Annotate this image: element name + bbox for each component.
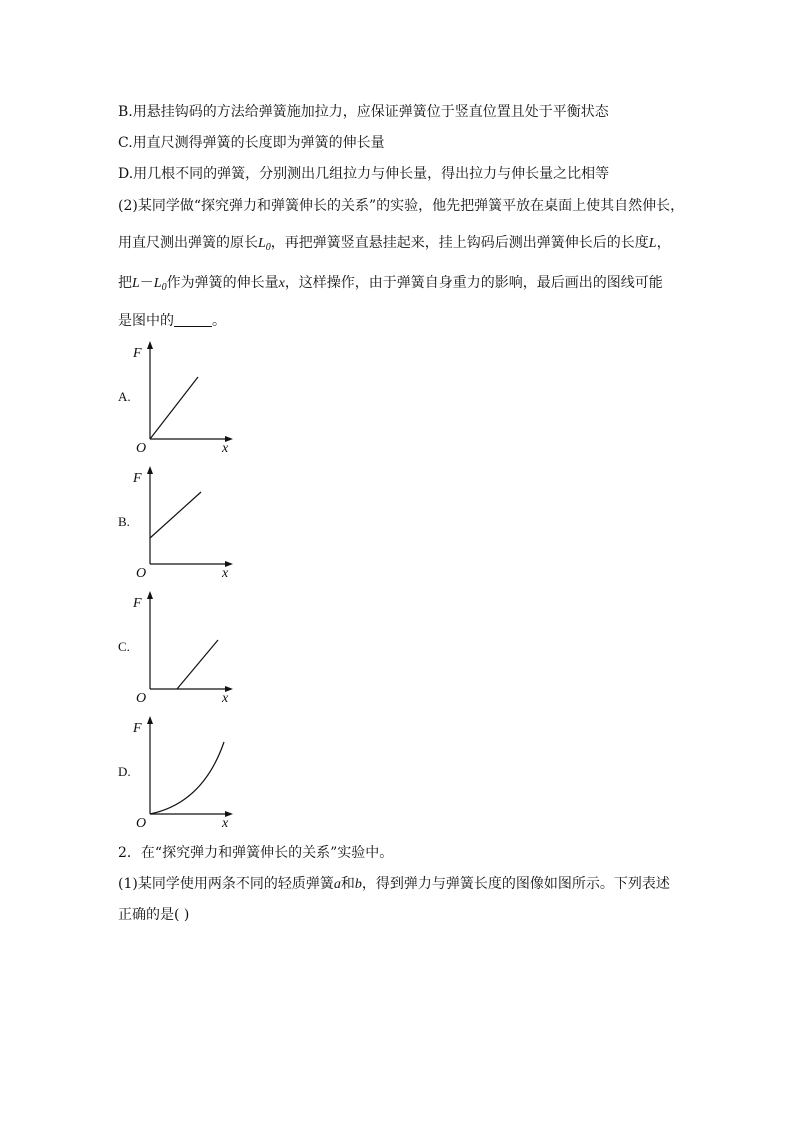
origin-label: O: [136, 691, 147, 706]
part2-line3-c: ，这样操作，由于弹簧自身重力的影响，最后画出的图线可能: [284, 275, 663, 291]
graph-b-label: B.: [118, 514, 130, 529]
y-axis-arrow-icon: [147, 716, 153, 724]
x-axis-label: x: [222, 441, 229, 456]
graph-a-curve: [150, 377, 198, 439]
part2-line4-a: 是图中的: [118, 313, 174, 329]
part2-line2-a: 用直尺测出弹簧的原长: [118, 235, 258, 251]
part2-line2-b: ，再把弹簧竖直悬挂起来，挂上钩码后测出弹簧伸长后的长度: [270, 235, 649, 251]
y-axis-label: F: [133, 596, 142, 611]
symbol-x: x: [278, 276, 285, 291]
part2-line3-a: 把: [118, 275, 132, 291]
q2-part1-b: 和: [340, 876, 355, 892]
y-axis-arrow-icon: [147, 341, 153, 349]
q2-part1-c: ，得到弹力与弹簧长度的图像如图所示。下列表述: [361, 876, 670, 892]
q2-part1-line2: 正确的是( ): [118, 907, 190, 923]
graph-c-curve: [177, 640, 218, 689]
graph-a: [128, 340, 238, 460]
symbol-a: a: [333, 877, 341, 892]
y-axis-label: F: [133, 471, 142, 486]
part2-line1: (2)某同学做“探究弹力和弹簧伸长的关系”的实验，他先把弹簧平放在桌面上使其自然伸长，: [118, 198, 685, 214]
origin-label: O: [136, 441, 147, 456]
part2-line2: [118, 233, 671, 258]
part2-line3-b: 作为弹簧的伸长量: [166, 275, 279, 291]
graph-b-curve: [150, 492, 201, 538]
graph-d-curve: [150, 742, 224, 814]
part2-line4-b: 。: [212, 313, 226, 329]
option-c-text: C.用直尺测得弹簧的长度即为弹簧的伸长量: [118, 135, 385, 151]
symbol-b: b: [354, 877, 362, 892]
y-axis-label: F: [133, 346, 142, 361]
answer-blank: [174, 312, 212, 327]
y-axis-arrow-icon: [147, 466, 153, 474]
graph-a-label: A.: [118, 389, 131, 404]
part2-line2-c: ，: [656, 235, 671, 251]
origin-label: O: [136, 816, 147, 831]
option-d-text: D.用几根不同的弹簧，分别测出几组拉力与伸长量，得出拉力与伸长量之比相等: [118, 166, 610, 182]
graph-c: [128, 590, 238, 710]
y-axis-label: F: [133, 721, 142, 736]
x-axis-label: x: [222, 566, 229, 581]
graph-d-label: D.: [118, 764, 131, 779]
option-b-text: B.用悬挂钩码的方法给弹簧施加拉力，应保证弹簧位于竖直位置且处于平衡状态: [118, 104, 609, 120]
y-axis-arrow-icon: [147, 591, 153, 599]
q2-part1-a: (1)某同学使用两条不同的轻质弹簧: [118, 876, 334, 892]
symbol-l0: $L_0$: [258, 236, 271, 253]
part2-line4: [118, 311, 226, 331]
q2-title: 2．在“探究弹力和弹簧伸长的关系”实验中。: [118, 845, 394, 861]
expr-minus: －: [139, 275, 154, 291]
graph-c-label: C.: [118, 639, 130, 654]
graph-b: [128, 465, 238, 585]
symbol-l: L: [648, 236, 657, 251]
x-axis-label: x: [222, 691, 229, 706]
origin-label: O: [136, 566, 147, 581]
q2-part1-line1: [118, 874, 670, 895]
graph-d: [128, 715, 238, 835]
part2-line3: [118, 273, 663, 298]
x-axis-label: x: [222, 816, 229, 831]
expr-l: L: [132, 276, 140, 291]
expr-l0: $L_0$: [153, 276, 167, 293]
